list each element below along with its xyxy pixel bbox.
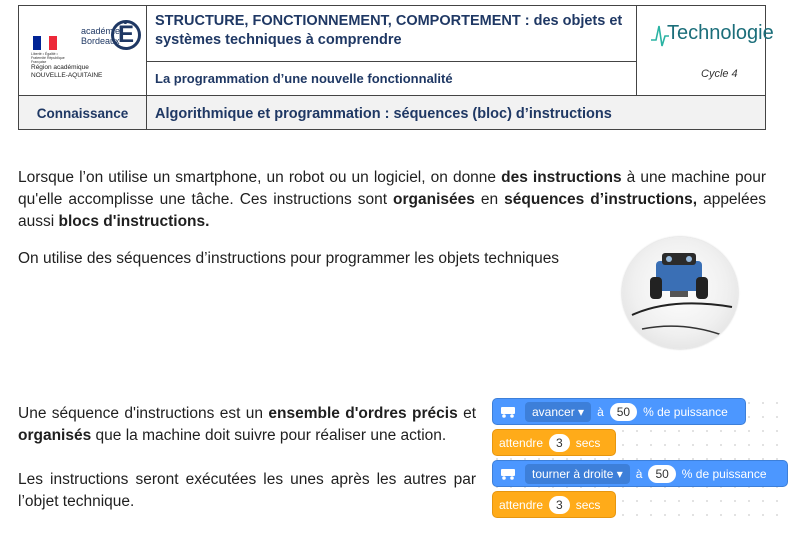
usage-paragraph: On utilise des séquences d’instructions pour programmer les objets techniques <box>18 250 560 267</box>
power-input[interactable]: 50 <box>648 465 675 483</box>
brand-name: Technologie <box>667 22 774 44</box>
technologie-brand <box>637 6 774 96</box>
academy-name: académie Bordeaux <box>81 26 121 46</box>
direction-dropdown[interactable]: avancer ▾ <box>525 402 591 422</box>
seconds-input[interactable]: 3 <box>549 496 570 514</box>
robot-block-icon <box>499 406 517 418</box>
seconds-input[interactable]: 3 <box>549 434 570 452</box>
power-input[interactable]: 50 <box>610 403 637 421</box>
intro-paragraph: Lorsque l’on utilise un smartphone, un robot ou un logiciel, on donne des instructions à une machine pour qu'elle accomplisse une tâche. Ces instructions sont organisées en séquences d’instructions, appelées aussi blocs d'instructions. <box>18 169 766 230</box>
academy-logo <box>19 6 147 96</box>
french-flag-icon <box>33 36 57 50</box>
academy-e-logo: É <box>111 20 141 50</box>
code-blocks-area <box>490 396 780 526</box>
power-suffix: % de puissance <box>681 466 767 481</box>
page-subtitle: La programmation d’une nouvelle fonctionnalité <box>155 71 453 86</box>
prep-label: à <box>597 404 604 419</box>
execution-paragraph: Les instructions seront exécutées les unes après les autres par l’objet technique. <box>18 471 476 510</box>
sequence-definition: Une séquence d'instructions est un ensemble d'ordres précis et organisés que la machine doit suivre pour réaliser une action. <box>18 405 476 444</box>
header-table <box>18 5 774 130</box>
cycle-label: Cycle 4 <box>701 68 738 80</box>
topic-title: Algorithmique et programmation : séquences (bloc) d’instructions <box>155 106 612 122</box>
seconds-suffix: secs <box>575 435 601 450</box>
block-move-forward[interactable] <box>492 398 746 425</box>
page-title: STRUCTURE, FONCTIONNEMENT, COMPORTEMENT : des objets et systèmes techniques à comprendre <box>155 13 623 48</box>
block-wait-2[interactable] <box>492 491 616 518</box>
subtitle-cell <box>147 62 637 96</box>
knowledge-label: Connaissance <box>36 106 129 121</box>
knowledge-cell <box>19 96 147 129</box>
direction-dropdown[interactable]: tourner à droite ▾ <box>525 464 630 484</box>
block-turn-right[interactable] <box>492 460 788 487</box>
topic-cell <box>147 96 765 129</box>
ministry-motto: Liberté • Égalité • Fraternité République Française <box>31 52 65 64</box>
robot-photo <box>622 237 738 349</box>
wait-label: attendre <box>499 435 544 450</box>
robot-block-icon <box>499 468 517 480</box>
page-title-cell <box>147 6 637 62</box>
prep-label: à <box>635 466 643 481</box>
robot-icon <box>622 237 738 349</box>
block-wait-1[interactable] <box>492 429 616 456</box>
region-label: Région académique NOUVELLE-AQUITAINE <box>31 64 103 79</box>
seconds-suffix: secs <box>575 497 601 512</box>
wait-label: attendre <box>499 497 544 512</box>
power-suffix: % de puissance <box>643 404 728 419</box>
